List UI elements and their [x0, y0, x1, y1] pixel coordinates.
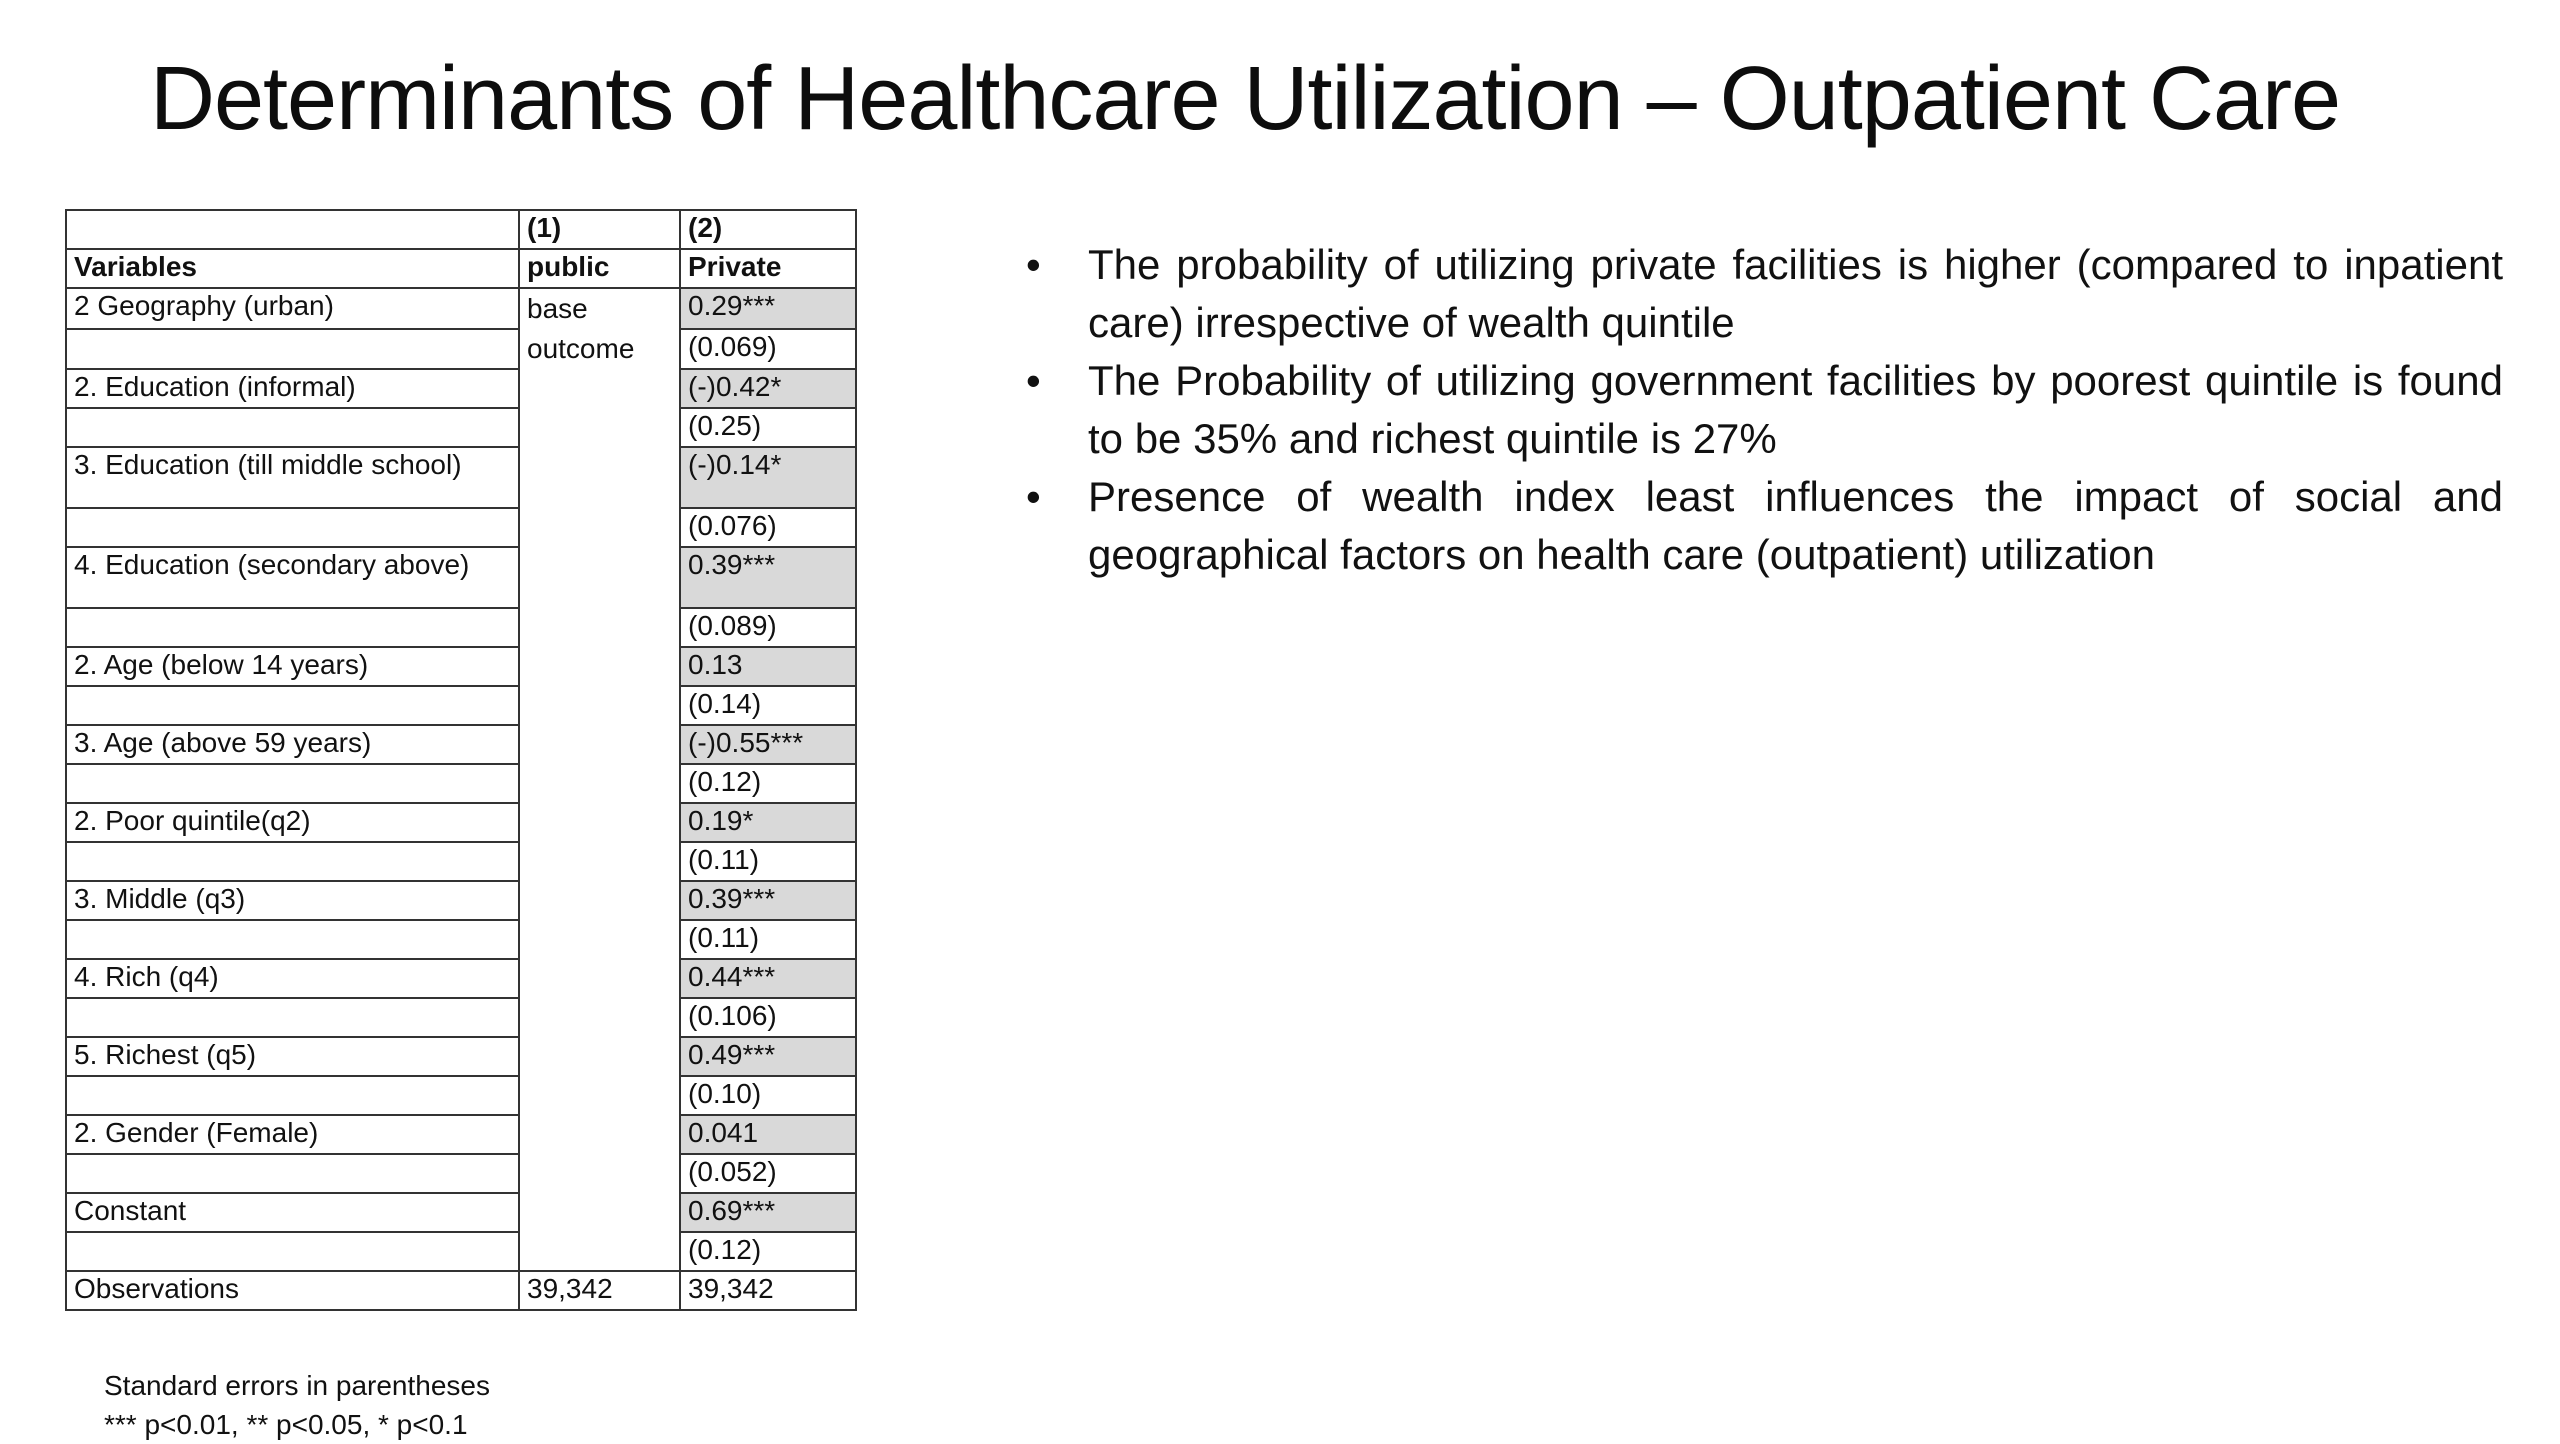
bullet-dot-icon: •: [1026, 357, 1041, 404]
coefficient-cell: 0.44***: [680, 959, 856, 998]
public-empty-cell: [519, 408, 680, 447]
header-number-variables: [66, 210, 519, 249]
observations-label: Observations: [66, 1271, 519, 1310]
observations-private: 39,342: [680, 1271, 856, 1310]
table-row: [66, 881, 856, 920]
table-row: [66, 1037, 856, 1076]
coefficient-cell: 0.39***: [680, 881, 856, 920]
variable-empty-cell: [66, 998, 519, 1037]
public-empty-cell: [519, 1232, 680, 1271]
public-empty-cell: [519, 803, 680, 842]
table-notes: [104, 1366, 490, 1444]
standard-error-cell: (0.052): [680, 1154, 856, 1193]
table-row: [66, 329, 856, 370]
table-row: [66, 686, 856, 725]
variable-empty-cell: [66, 408, 519, 447]
public-empty-cell: [519, 1115, 680, 1154]
base-outcome-label: base outcome: [527, 293, 635, 364]
public-empty-cell: [519, 764, 680, 803]
variable-cell: 2. Gender (Female): [66, 1115, 519, 1154]
table-row: [66, 998, 856, 1037]
variable-empty-cell: [66, 686, 519, 725]
public-empty-cell: [519, 369, 680, 408]
standard-error-cell: (0.11): [680, 842, 856, 881]
table-row: [66, 369, 856, 408]
variable-empty-cell: [66, 608, 519, 647]
table-row: [66, 764, 856, 803]
variable-cell: 2 Geography (urban): [66, 288, 519, 329]
table-row: [66, 508, 856, 547]
variable-empty-cell: [66, 1076, 519, 1115]
standard-error-cell: (0.076): [680, 508, 856, 547]
table-row: [66, 803, 856, 842]
public-empty-cell: [519, 608, 680, 647]
table-row: [66, 608, 856, 647]
variable-cell: 4. Education (secondary above): [66, 547, 519, 608]
coefficient-cell: 0.29***: [680, 288, 856, 329]
variable-cell: 3. Age (above 59 years): [66, 725, 519, 764]
public-empty-cell: [519, 959, 680, 998]
table-row: [66, 725, 856, 764]
table-row: [66, 547, 856, 608]
bullet-list: [1026, 236, 2503, 584]
table-row: [66, 1154, 856, 1193]
bullet-text: The probability of utilizing private facilities is higher (compared to inpatient care) irrespective of wealth quintile: [1088, 241, 2503, 346]
coefficient-cell: 0.49***: [680, 1037, 856, 1076]
public-empty-cell: [519, 920, 680, 959]
table-row: [66, 288, 856, 329]
public-empty-cell: [519, 881, 680, 920]
variable-empty-cell: [66, 508, 519, 547]
standard-error-cell: (0.14): [680, 686, 856, 725]
variable-cell: 2. Education (informal): [66, 369, 519, 408]
public-empty-cell: [519, 842, 680, 881]
table-header-labels-row: [66, 249, 856, 288]
bullet-item: [1026, 352, 2503, 468]
variable-cell: 5. Richest (q5): [66, 1037, 519, 1076]
variable-cell: 2. Age (below 14 years): [66, 647, 519, 686]
coefficient-cell: 0.69***: [680, 1193, 856, 1232]
variable-empty-cell: [66, 329, 519, 370]
public-empty-cell: [519, 725, 680, 764]
coefficient-cell: 0.041: [680, 1115, 856, 1154]
bullet-dot-icon: •: [1026, 241, 1041, 288]
table-row: [66, 647, 856, 686]
coefficient-cell: 0.19*: [680, 803, 856, 842]
standard-error-cell: (0.106): [680, 998, 856, 1037]
bullet-item: [1026, 468, 2503, 584]
standard-error-cell: (0.089): [680, 608, 856, 647]
variable-empty-cell: [66, 764, 519, 803]
standard-error-cell: (0.11): [680, 920, 856, 959]
bullet-text: The Probability of utilizing government facilities by poorest quintile is found to be 35% and richest quintile is 27%: [1088, 357, 2503, 462]
standard-error-cell: (0.12): [680, 1232, 856, 1271]
table-row: [66, 1193, 856, 1232]
standard-error-cell: (0.12): [680, 764, 856, 803]
coefficient-cell: (-)0.55***: [680, 725, 856, 764]
table-row: [66, 1115, 856, 1154]
table-row: [66, 1232, 856, 1271]
coefficient-cell: 0.13: [680, 647, 856, 686]
variable-cell: Constant: [66, 1193, 519, 1232]
variable-empty-cell: [66, 920, 519, 959]
variable-cell: 4. Rich (q4): [66, 959, 519, 998]
bullet-dot-icon: •: [1026, 473, 1041, 520]
coefficient-cell: (-)0.42*: [680, 369, 856, 408]
public-empty-cell: [519, 998, 680, 1037]
note-significance: *** p<0.01, ** p<0.05, * p<0.1: [104, 1409, 468, 1440]
table-row: [66, 842, 856, 881]
public-empty-cell: [519, 686, 680, 725]
header-private: Private: [680, 249, 856, 288]
public-empty-cell: [519, 1037, 680, 1076]
note-standard-errors: Standard errors in parentheses: [104, 1370, 490, 1401]
public-empty-cell: [519, 647, 680, 686]
header-number-public: (1): [519, 210, 680, 249]
public-empty-cell: [519, 1193, 680, 1232]
variable-cell: 3. Education (till middle school): [66, 447, 519, 508]
standard-error-cell: (0.069): [680, 329, 856, 370]
public-empty-cell: [519, 447, 680, 508]
header-number-private: (2): [680, 210, 856, 249]
header-variables: Variables: [66, 249, 519, 288]
base-outcome-cell: [519, 288, 680, 369]
coefficient-cell: 0.39***: [680, 547, 856, 608]
variable-empty-cell: [66, 842, 519, 881]
header-public: public: [519, 249, 680, 288]
public-empty-cell: [519, 547, 680, 608]
observations-public: 39,342: [519, 1271, 680, 1310]
slide-title: Determinants of Healthcare Utilization – Outpatient Care: [150, 49, 2341, 149]
bullet-text: Presence of wealth index least influences the impact of social and geographical factors on health care (outpatient) utilization: [1088, 473, 2503, 578]
public-empty-cell: [519, 508, 680, 547]
table-row: [66, 1076, 856, 1115]
observations-row: [66, 1271, 856, 1310]
variable-empty-cell: [66, 1154, 519, 1193]
public-empty-cell: [519, 1154, 680, 1193]
table-row: [66, 447, 856, 508]
bullet-item: [1026, 236, 2503, 352]
public-empty-cell: [519, 1076, 680, 1115]
variable-cell: 2. Poor quintile(q2): [66, 803, 519, 842]
variable-empty-cell: [66, 1232, 519, 1271]
standard-error-cell: (0.10): [680, 1076, 856, 1115]
regression-table: [65, 209, 857, 1311]
variable-cell: 3. Middle (q3): [66, 881, 519, 920]
table-header-numbers-row: [66, 210, 856, 249]
standard-error-cell: (0.25): [680, 408, 856, 447]
coefficient-cell: (-)0.14*: [680, 447, 856, 508]
table-row: [66, 920, 856, 959]
table-row: [66, 959, 856, 998]
table-row: [66, 408, 856, 447]
